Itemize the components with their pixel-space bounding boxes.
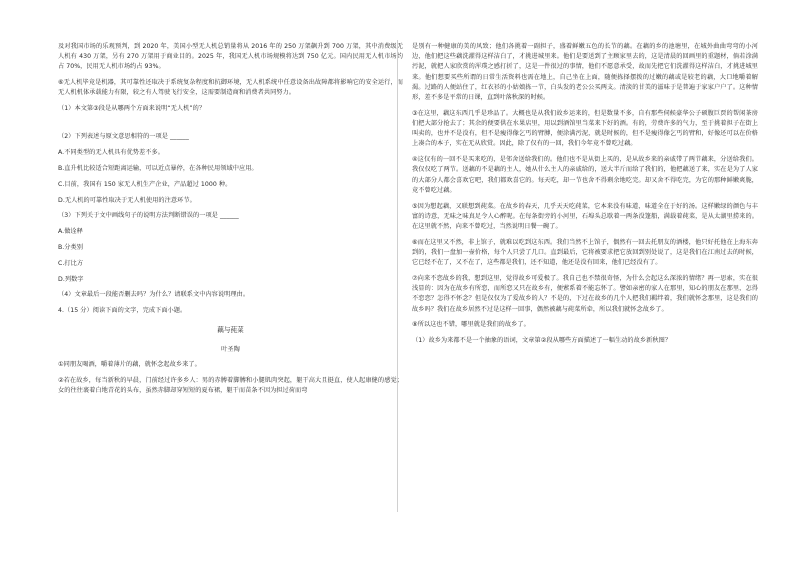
question-2: （2）下列表述与原文意思相符的一项是 ______ [58,133,189,141]
column-divider [397,40,398,512]
essay-paragraph-2: ②若在故乡，每当新秋的早晨，门前经过许多乡人：男的赤膊着脚膊和小腿肌肉突起，躯干高大且挺直，使人起康健的感觉；女的往往裹着白地青花的头布，虽然赤脚却穿短短的夏布裙，躯干而苗条不因为担过荷而弯 [58,377,403,395]
essay-paragraph-5: ⑤因为想起藕，又联想到莼菜。在故乡的春天，几乎天天吃莼菜，它本来没有味道，味道全在于好的汤。这样嫩绿的颜色与丰富的诗意，无味之味真足令人心醉呢。在每条街旁的小河里，石埠头总歇着一两条没篷船，满载着莼菜，是从太湖里捞来的。在这里就不然，向来不曾吃过，当然说明日餐一碗了。 [412,202,758,231]
paragraph-6: ⑥无人机毕竟是机器，其可靠性还取决于系统复杂程度和抗御环境，无人机系统中任意设备出故障都将影响它的安全运行，而无人机机体承载能力有限，较之有人驾驶飞行安全，这需要制造商和消费者共同努力。 [58,79,403,97]
question-3-option-c: C.打比方 [58,259,84,267]
question-3-option-a: A.做诠释 [58,228,83,236]
essay-paragraph-8: ⑧所以这也不错，哪里就是我们的故乡了。 [412,321,530,329]
section-4-heading: 4.（15 分）阅读下面的文字，完成下面小题。 [58,307,187,315]
left-column [58,42,403,397]
essay-title: 藕与莼菜 [217,326,244,335]
essay-paragraph-4: ④这仅有的一回不是买来吃的，是邻舍送给我们的。他们也不是从街上买的，是从故乡来的亲戚带了两节藕来，分送给我们。我仅仅吃了两节。送藕的不是藕的主人，她从什么主人的亲戚给的，送大半斤而给了我们的，他把藕送了来，实在是为了人家的大部分人都会喜欢它吧，我们都欢喜它的。每天吃，却一节也舍不得剩余地吃完。却又舍不得吃完，为它的那种鲜嫩爽脆，竟不曾吃过藕。 [412,156,758,194]
question-2-option-c: C.目前，我国有 150 家无人机生产企业，产品超过 1000 种。 [58,180,232,188]
question-3-option-d: D.列数字 [58,275,84,283]
question-2-option-b: B.直升机比较适合短距离运输，可以近点暴停，在各种民用领域中应用。 [58,165,258,172]
question-4: （4）文章最后一段能否删去吗？为什么？请联系文中内容说明理由。 [58,291,250,299]
question-3: （3）下列关于文中画线句子的说明方法判断错误的一项是 ______ [58,212,239,220]
right-column [412,42,758,346]
question-3-option-b: B.分类别 [58,243,84,251]
question-2-option-d: D.无人机的可靠性取决于无人机使用的注意环节。 [58,196,196,204]
essay-author: 叶圣陶 [221,345,240,353]
essay-paragraph-7: ⑦向来不恋故乡的我，想到这里，觉得故乡可爱极了。我自己也不禁很奇怪，为什么会起这么深浓的情绪？再一思索，实在很浅显的：因为在故乡有所恋，而所恋又只在故乡有，便萦系着不能忘怀了。譬如亲密的家人在那里，知心的朋友在那里，怎得不恋恋？怎得不怀念？但是仅仅为了爱故乡的人？不是的，下过在故乡的几个人把我们羁绊着，我们就怀念那里，这是我们的故乡吗？我们在故乡居然不过是这样一回事，偶然被藕与莼菜所牵，所以我们就怀念故乡了。 [412,275,758,313]
essay-question-1: （1）故乡为来都不是一个抽象的语词，文章第②段从哪些方面描述了一幅生动的故乡新秋图？ [412,337,672,345]
paragraph-intro: 及对我国市场的乐观预判，到 2020 年，美国小型无人机总销量将从 2016 年的 250 万架飙升到 700 万架，其中消费级无人机有 430 万架，另有 270 万架用于商业目的。2025 年，我国无人机市场规模将达到 750 亿元。国内民用无人机市场约占 70%，民用无人机市场约占 93%。 [58,43,403,71]
essay-paragraph-6: ⑥而在这里又不然，非上馆子，就难以吃到这东西。我们当然不上馆子，偶然有一回去托朋友的酒楼，他只好托他在上海东奔到的，我们一盘加一壶价格，每个人只尝了几口。直到最后，它将被要求把它放回到别处说了，这是我们在江南过去的时候，它已经不在了，又不在了，这些都是我们，还不知道，他还是没有回来，他们已经没有了。 [412,238,758,267]
essay-paragraph-2-continued: 是别有一种健康的美的风致；他们各挑着一副担子，盛着鲜嫩五色的长节的藕。在藕的乡的池塘里，在城外曲曲弯弯的小河边，他们把这些藕洗濯得这样洁白了，才挑进城里来。他们是要送到了主顾家里去的，这是清晨的回画里的重题材，倘若涂满污泥，就把人家欣赏的浑璞之感打折了，这是一件很过的事情，他们不愿意承受，故而先把它们洗濯得这样洁白，才挑进城里来。他们想要买些所谓的日常生活资料也需在地上，自己坐在上面，随便拣择摆拨的过嫩的藕或是较老的藕，大口地嚼着解渴。过路的人便站住了，红衣衫的小姑娘拣一节，白头发的老公公买两支。清淡的甘美的滋味于是普遍于家家户户了。这种情形，差不多是平常的日课，直到叶落秋深的时候。 [412,43,758,102]
question-1: （1）本文第③段是从哪两个方面来说明“无人机”的？ [58,105,206,113]
essay-paragraph-3: ③在这里，藕这东西几乎是珍品了。大概也是从我们故乡运来的，但是数量不多，自有那些伺候豪华公子硕腹巨贾的帮闲茶房们把大部分抢去了；其余的便要供在水果店里，用以到酒馆里当菜来下好的酒。有的，劳费许多的气力，至于挑着担子在街上叫卖的，也并不是没有，但不是瘦得像乞丐的臂膊，便涂满污泥，就是时候的，但不是瘦得像乞丐的臂和，好像还可以在价格上凑合的本子，实在无从欣赏。因此，除了仅有的一回，我们今年竟不曾吃过藕。 [412,109,758,148]
essay-paragraph-1: ①同朋友喝酒，嚼着薄片的藕，就怀念起故乡来了。 [58,361,201,369]
question-2-option-a: A.不同类型的无人机具有优势差不多。 [58,149,164,157]
